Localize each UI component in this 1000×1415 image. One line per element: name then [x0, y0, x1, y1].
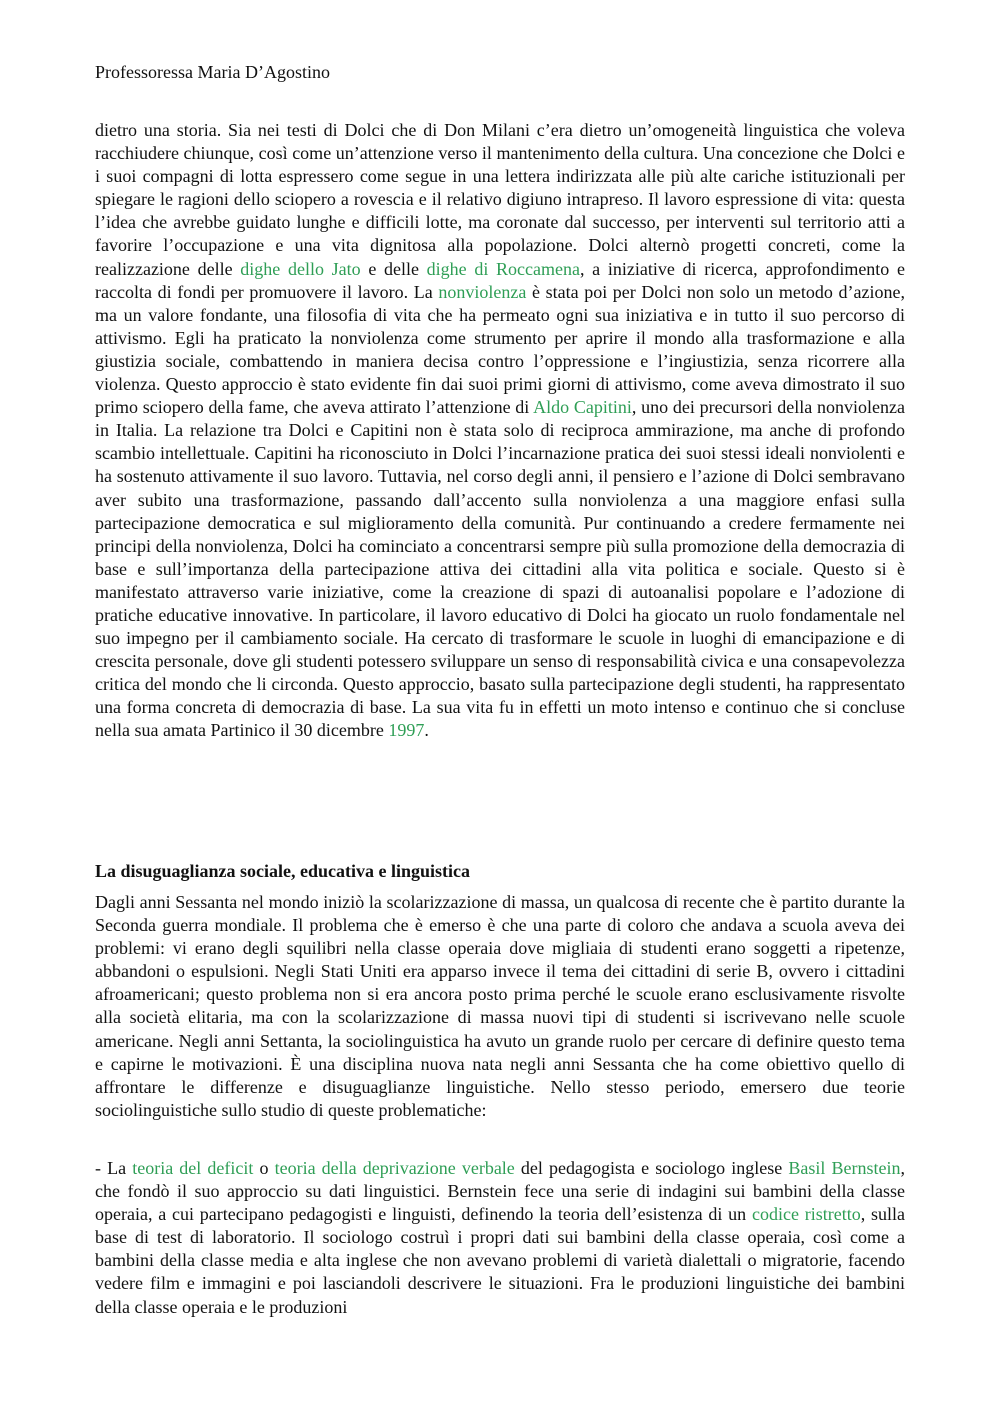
link-1997[interactable]: 1997	[388, 720, 425, 741]
paragraph-text: Dagli anni Sessanta nel mondo iniziò la scolarizzazione di massa, un qualcosa di recente che è partito durante la Seconda guerra mondiale. Il problema che è emerso è che una parte di coloro che andava a scuola aveva dei problemi: vi erano degli squilibri nella classe operaia dove migliaia di studenti erano soggetti a ripetenze, abbandoni o espulsioni. Negli Stati Uniti era apparso invece il tema dei cittadini di serie B, ovvero i cittadini afroamericani; questo problema non si era ancora posto prima perché le scuole erano esclusivamente risvolte alla società elitaria, ma con la scolarizzazione di massa nuovi tipi di studenti si iscrivevano nelle scuole americane. Negli anni Settanta, la sociolinguistica ha avuto un grande ruolo per cercare di definire questo tema e capirne le motivazioni. È una disciplina nuova nata negli anni Sessanta che ha come obiettivo quello di affrontare le differenze e disuguaglianze linguistiche. Nello stesso periodo, emersero due teorie sociolinguistiche sullo studio di queste problematiche:	[95, 892, 905, 1120]
text-run: , uno dei precursori della nonviolenza in Italia. La relazione tra Dolci e Capitini non è stata solo di reciproca ammirazione, ma anche di profondo scambio intellettuale. Capitini ha riconosciuto in Dolci l’incarnazione pratica dei suoi stessi ideali nonviolenti e ha sostenuto attivamente il suo lavoro. Tuttavia, nel corso degli anni, il pensiero e l’azione di Dolci sembravano aver subito una trasformazione, passando dall’accento sulla nonviolenza a una maggiore enfasi sulla partecipazione democratica e sul miglioramento della comunità. Pur continuando a credere fermamente nei principi della nonviolenza, Dolci ha cominciato a concentrarsi sempre più sulla promozione della democrazia di base e sull’importanza della partecipazione attiva dei cittadini alla vita politica e sociale. Questo si è manifestato attraverso varie iniziative, come la creazione di spazi di autoanalisi popolare e l’adozione di pratiche educative innovative. In particolare, il lavoro educativo di Dolci ha giocato un ruolo fondamentale nel suo impegno per il cambiamento sociale. Ha cercato di trasformare le scuole in luoghi di emancipazione e di crescita personale, dove gli studenti potessero sviluppare un senso di responsabilità civica e una consapevolezza critica del mondo che li circonda. Questo approccio, basato sulla partecipazione degli studenti, ha rappresentato una forma concreta di democrazia di base. La sua vita fu in effetti un moto intenso e continuo che si concluse nella sua amata Partinico il 30 dicembre	[95, 397, 905, 741]
link-basil-bernstein[interactable]: Basil Bernstein	[788, 1158, 901, 1178]
text-run: , che fondò il suo approccio su dati linguistici. Bernstein fece una serie di indagini sui bambini della classe operaia, a cui partecipano pedagogisti e linguisti, definendo la teoria dell’esistenza di un	[95, 1158, 905, 1225]
text-run: - La	[95, 1158, 133, 1178]
link-dighe-dello-jato[interactable]: dighe dello Jato	[240, 258, 361, 279]
link-teoria-del-deficit[interactable]: teoria del deficit	[132, 1158, 254, 1178]
paragraph-teoria-deficit	[95, 1157, 905, 1319]
text-run: .	[424, 720, 429, 741]
link-dighe-di-roccamena[interactable]: dighe di Roccamena	[426, 258, 580, 279]
link-codice-ristretto[interactable]: codice ristretto	[751, 1204, 861, 1225]
text-run: e delle	[360, 258, 427, 279]
link-nonviolenza[interactable]: nonviolenza	[438, 281, 527, 302]
text-run: , sulla base di test di laboratorio. Il sociologo costruì i propri dati sui bambini della classe operaia, così come a bambini della classe media e alta inglese che non avevano problemi di varietà dialettali o migratorie, facendo vedere film e immagini e poi lasciandoli descrivere le situazioni. Fra le produzioni linguistiche dei bambini della classe operaia e le produzioni	[95, 1204, 905, 1317]
text-run: o	[253, 1158, 275, 1178]
page-header-author: Professoressa Maria D’Agostino	[95, 62, 330, 82]
paragraph-dolci-nonviolenza	[95, 119, 905, 743]
text-run: , a iniziative di ricerca, approfondimento e raccolta di fondi per promuovere il lavoro. La	[95, 258, 905, 302]
text-run: è stata poi per Dolci non solo un metodo d’azione, ma un valore fondante, una filosofia di vita che ha permeato ogni sua iniziativa e in tutto il suo percorso di attivismo. Egli ha praticato la nonviolenza come strumento per aprire il mondo alla trasformazione e alla giustizia sociale, combattendo in maniera decisa contro l’oppressione e l’ingiustizia, senza ricorrere alla violenza. Questo approccio è stato evidente fin dai suoi primi giorni di attivismo, come aveva dimostrato il suo primo sciopero della fame, che aveva attirato l’attenzione di	[95, 281, 905, 418]
paragraph-scolarizzazione	[95, 891, 905, 1122]
link-aldo-capitini[interactable]: Aldo Capitini	[533, 397, 632, 418]
text-run: dietro una storia. Sia nei testi di Dolci che di Don Milani c’era dietro un’omogeneità linguistica che voleva racchiudere chiunque, così come un’attenzione verso il mantenimento della cultura. Una concezione che Dolci e i suoi compagni di lotta espressero come segue in una lettera indirizzata alle più alte cariche istituzionali per spiegare le ragioni dello sciopero a rovescia e il relativo digiuno intrapreso. Il lavoro espressione di vita: questa l’idea che avrebbe guidato lunghe e difficili lotte, ma coronate dal successo, per interventi sul territorio atti a favorire l’occupazione e una vita dignitosa alla popolazione. Dolci alternò progetti concreti, come la realizzazione delle	[95, 120, 905, 279]
link-teoria-deprivazione-verbale[interactable]: teoria della deprivazione verbale	[274, 1158, 515, 1178]
section-heading: La disuguaglianza sociale, educativa e linguistica	[95, 861, 471, 881]
text-run: del pedagogista e sociologo inglese	[514, 1158, 789, 1178]
